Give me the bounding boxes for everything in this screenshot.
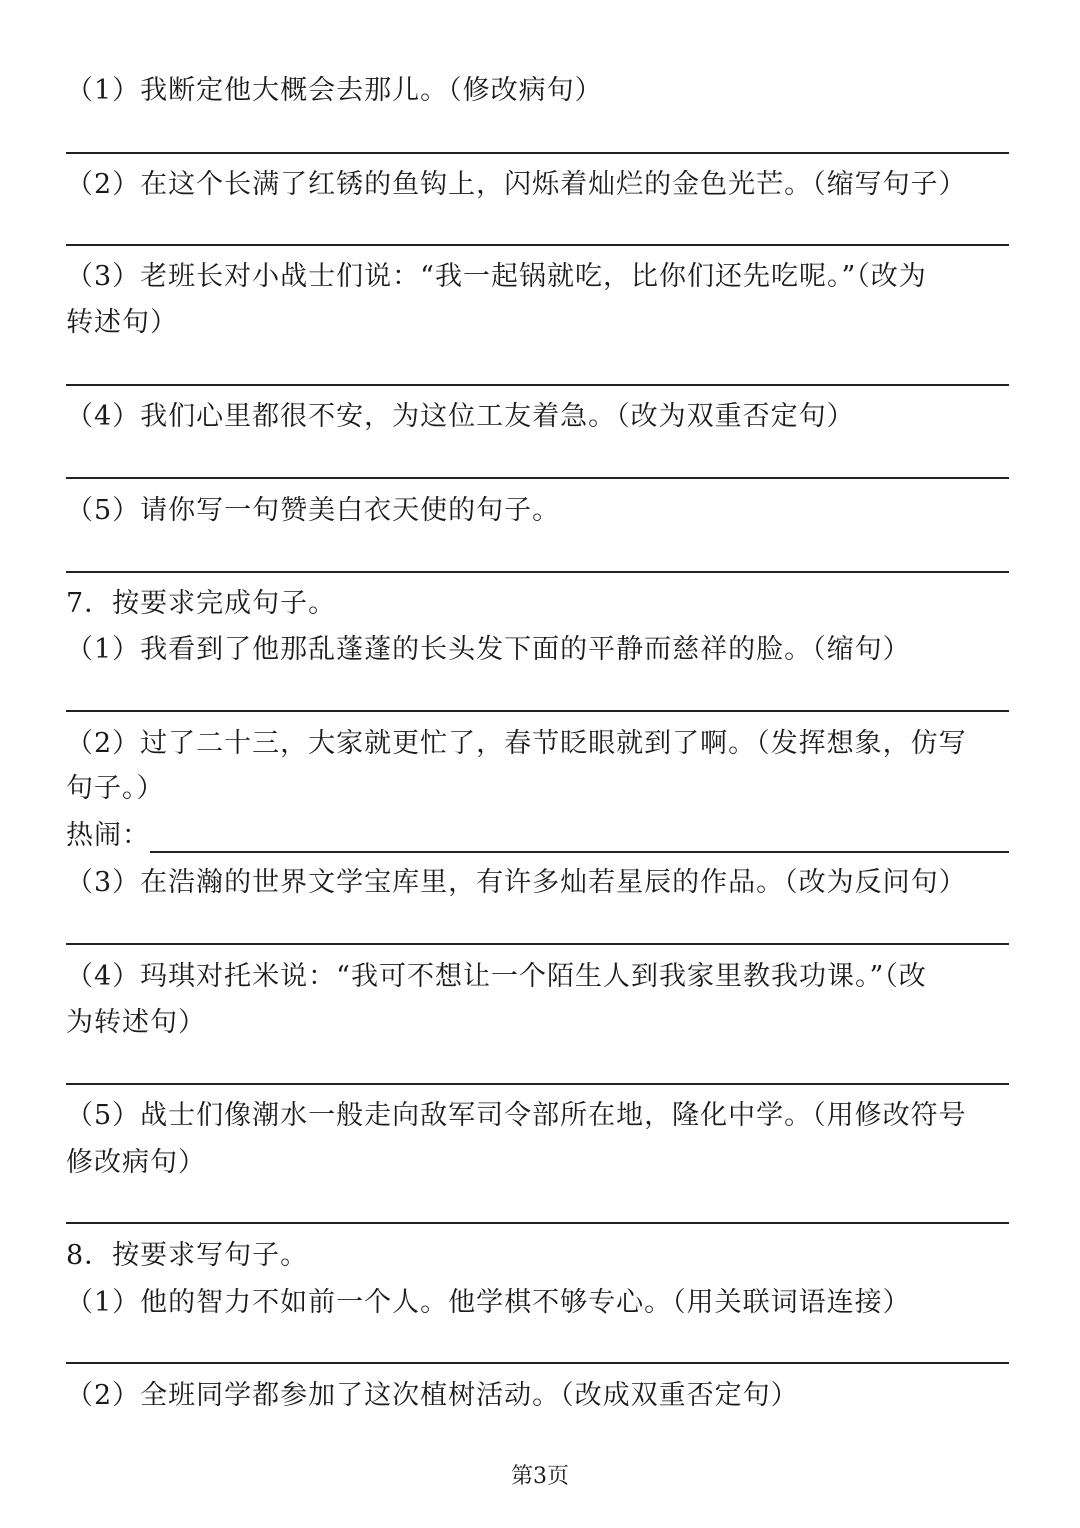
question-7-1: （1）我看到了他那乱蓬蓬的长头发下面的平静而慈祥的脸。（缩句） (66, 634, 911, 665)
question-7-2: （2）过了二十三，大家就更忙了，春节眨眼就到了啊。（发挥想象，仿写 (66, 728, 967, 759)
question-8-2: （2）全班同学都参加了这次植树活动。（改成双重否定句） (66, 1380, 799, 1411)
label-renao: 热闹： (66, 820, 150, 851)
question-7-4: （4）玛琪对托米说：“我可不想让一个陌生人到我家里教我功课。”（改 (66, 961, 927, 992)
question-6-1: （1）我断定他大概会去那儿。（修改病句） (66, 75, 603, 106)
question-6-4: （4）我们心里都很不安，为这位工友着急。（改为双重否定句） (66, 401, 855, 432)
answer-line (66, 1083, 1009, 1085)
answer-line (66, 477, 1009, 479)
question-6-2: （2）在这个长满了红锈的鱼钩上，闪烁着灿烂的金色光芒。（缩写句子） (66, 169, 967, 200)
question-7-5-cont: 修改病句） (66, 1147, 206, 1178)
page-number: 第3页 (511, 1464, 569, 1489)
question-6-5: （5）请你写一句赞美白衣天使的句子。 (66, 495, 561, 526)
answer-line (66, 571, 1009, 573)
answer-line (66, 1222, 1009, 1224)
answer-line (66, 1362, 1009, 1364)
answer-line (150, 851, 1009, 853)
section-7-heading: 7．按要求完成句子。 (66, 588, 337, 619)
answer-line (66, 384, 1009, 386)
question-6-3: （3）老班长对小战士们说：“我一起锅就吃，比你们还先吃呢。”（改为 (66, 261, 927, 292)
answer-line (66, 152, 1009, 154)
question-7-4-cont: 为转述句） (66, 1007, 206, 1038)
question-7-2-cont: 句子。） (66, 773, 165, 804)
question-7-5: （5）战士们像潮水一般走向敌军司令部所在地，隆化中学。（用修改符号 (66, 1100, 967, 1131)
answer-line (66, 244, 1009, 246)
question-7-3: （3）在浩瀚的世界文学宝库里，有许多灿若星辰的作品。（改为反问句） (66, 867, 967, 898)
answer-line (66, 710, 1009, 712)
answer-line (66, 943, 1009, 945)
question-8-1: （1）他的智力不如前一个人。他学棋不够专心。（用关联词语连接） (66, 1287, 911, 1318)
section-8-heading: 8．按要求写句子。 (66, 1240, 309, 1271)
question-6-3-cont: 转述句） (66, 307, 178, 338)
